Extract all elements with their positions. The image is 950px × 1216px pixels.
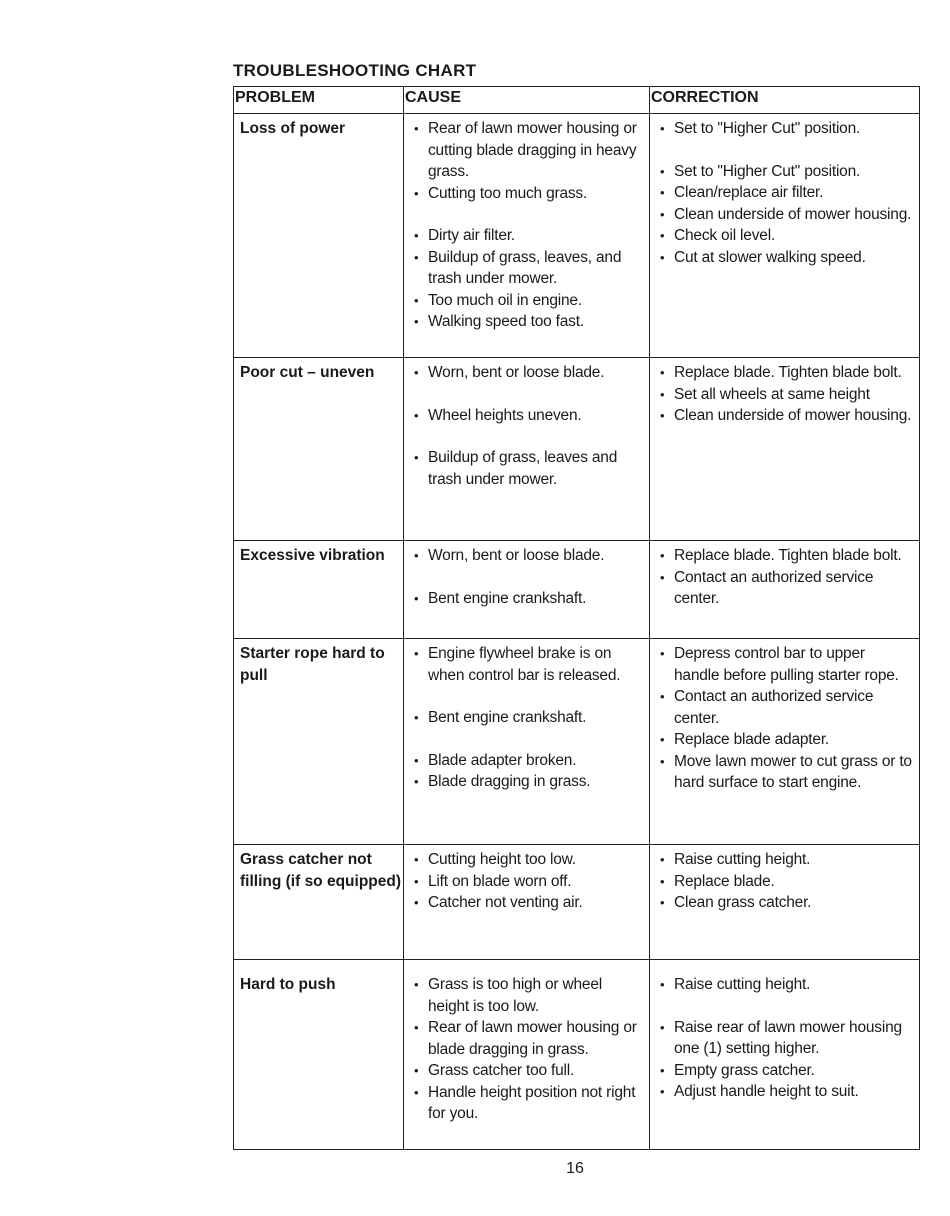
- table-row: [234, 845, 920, 960]
- cause-item: • Lift on blade worn off.: [412, 871, 643, 893]
- cause-item: • Rear of lawn mower housing or cutting blade dragging in heavy grass.: [412, 118, 643, 183]
- correction-cell: [650, 358, 920, 541]
- cause-item: • Buildup of grass, leaves and trash under mower.: [412, 447, 643, 490]
- correction-item: • Replace blade adapter.: [658, 729, 913, 751]
- correction-item: • Contact an authorized service center.: [658, 567, 913, 610]
- cause-item: • Buildup of grass, leaves, and trash under mower.: [412, 247, 643, 290]
- cause-item: • Bent engine crankshaft.: [412, 588, 643, 610]
- cause-cell: [404, 845, 650, 960]
- cause-cell: [404, 114, 650, 358]
- correction-cell: [650, 845, 920, 960]
- correction-item: • Raise cutting height.: [658, 849, 913, 871]
- correction-item: • Clean/replace air filter.: [658, 182, 913, 204]
- cause-item: • Cutting too much grass.: [412, 183, 643, 205]
- correction-item: • Cut at slower walking speed.: [658, 247, 913, 269]
- cause-item: • Catcher not venting air.: [412, 892, 643, 914]
- correction-item: • Contact an authorized service center.: [658, 686, 913, 729]
- cause-item: • Cutting height too low.: [412, 849, 643, 871]
- problem-cell: Excessive vibration: [234, 541, 404, 639]
- correction-cell: [650, 541, 920, 639]
- correction-cell: [650, 114, 920, 358]
- problem-cell: Poor cut – uneven: [234, 358, 404, 541]
- correction-item: • Raise cutting height.: [658, 974, 913, 996]
- table-row: [234, 358, 920, 541]
- correction-item: • Clean grass catcher.: [658, 892, 913, 914]
- problem-cell: Starter rope hard to pull: [234, 639, 404, 845]
- correction-item: • Check oil level.: [658, 225, 913, 247]
- correction-item: • Move lawn mower to cut grass or to hard surface to start engine.: [658, 751, 913, 794]
- correction-item: • Depress control bar to upper handle before pulling starter rope.: [658, 643, 913, 686]
- correction-item: • Set all wheels at same height: [658, 384, 913, 406]
- cause-item: • Grass catcher too full.: [412, 1060, 643, 1082]
- cause-item: • Blade dragging in grass.: [412, 771, 643, 793]
- correction-item: • Replace blade. Tighten blade bolt.: [658, 545, 913, 567]
- correction-item: • Clean underside of mower housing.: [658, 405, 913, 427]
- cause-item: • Wheel heights uneven.: [412, 405, 643, 427]
- header-problem: PROBLEM: [234, 87, 404, 114]
- cause-item: • Blade adapter broken.: [412, 750, 643, 772]
- cause-item: • Worn, bent or loose blade.: [412, 362, 643, 384]
- correction-item: • Clean underside of mower housing.: [658, 204, 913, 226]
- cause-cell: [404, 639, 650, 845]
- correction-item: • Replace blade. Tighten blade bolt.: [658, 362, 913, 384]
- correction-item: • Set to "Higher Cut" position.: [658, 118, 913, 140]
- cause-item: • Engine flywheel brake is on when control bar is released.: [412, 643, 643, 686]
- cause-cell: [404, 541, 650, 639]
- table-row: [234, 541, 920, 639]
- correction-cell: [650, 639, 920, 845]
- header-correction: CORRECTION: [650, 87, 920, 114]
- correction-item: • Raise rear of lawn mower housing one (1) setting higher.: [658, 1017, 913, 1060]
- problem-cell: Hard to push: [234, 960, 404, 1150]
- chart-title: TROUBLESHOOTING CHART: [233, 61, 477, 80]
- cause-item: • Bent engine crankshaft.: [412, 707, 643, 729]
- page-number: 16: [566, 1160, 584, 1177]
- cause-item: • Walking speed too fast.: [412, 311, 643, 333]
- table-row: [234, 114, 920, 358]
- cause-item: • Dirty air filter.: [412, 225, 643, 247]
- cause-item: • Rear of lawn mower housing or blade dragging in grass.: [412, 1017, 643, 1060]
- cause-item: • Grass is too high or wheel height is too low.: [412, 974, 643, 1017]
- cause-item: • Too much oil in engine.: [412, 290, 643, 312]
- header-row: [234, 87, 920, 114]
- cause-cell: [404, 358, 650, 541]
- table-row: [234, 639, 920, 845]
- troubleshooting-table: [233, 86, 920, 1150]
- correction-item: • Set to "Higher Cut" position.: [658, 161, 913, 183]
- cause-item: • Handle height position not right for you.: [412, 1082, 643, 1125]
- cause-item: • Worn, bent or loose blade.: [412, 545, 643, 567]
- problem-cell: Grass catcher not filling (if so equipped): [234, 845, 404, 960]
- correction-item: • Empty grass catcher.: [658, 1060, 913, 1082]
- table-row: [234, 960, 920, 1150]
- correction-cell: [650, 960, 920, 1150]
- correction-item: • Adjust handle height to suit.: [658, 1081, 913, 1103]
- header-cause: CAUSE: [404, 87, 650, 114]
- cause-cell: [404, 960, 650, 1150]
- problem-cell: Loss of power: [234, 114, 404, 358]
- correction-item: • Replace blade.: [658, 871, 913, 893]
